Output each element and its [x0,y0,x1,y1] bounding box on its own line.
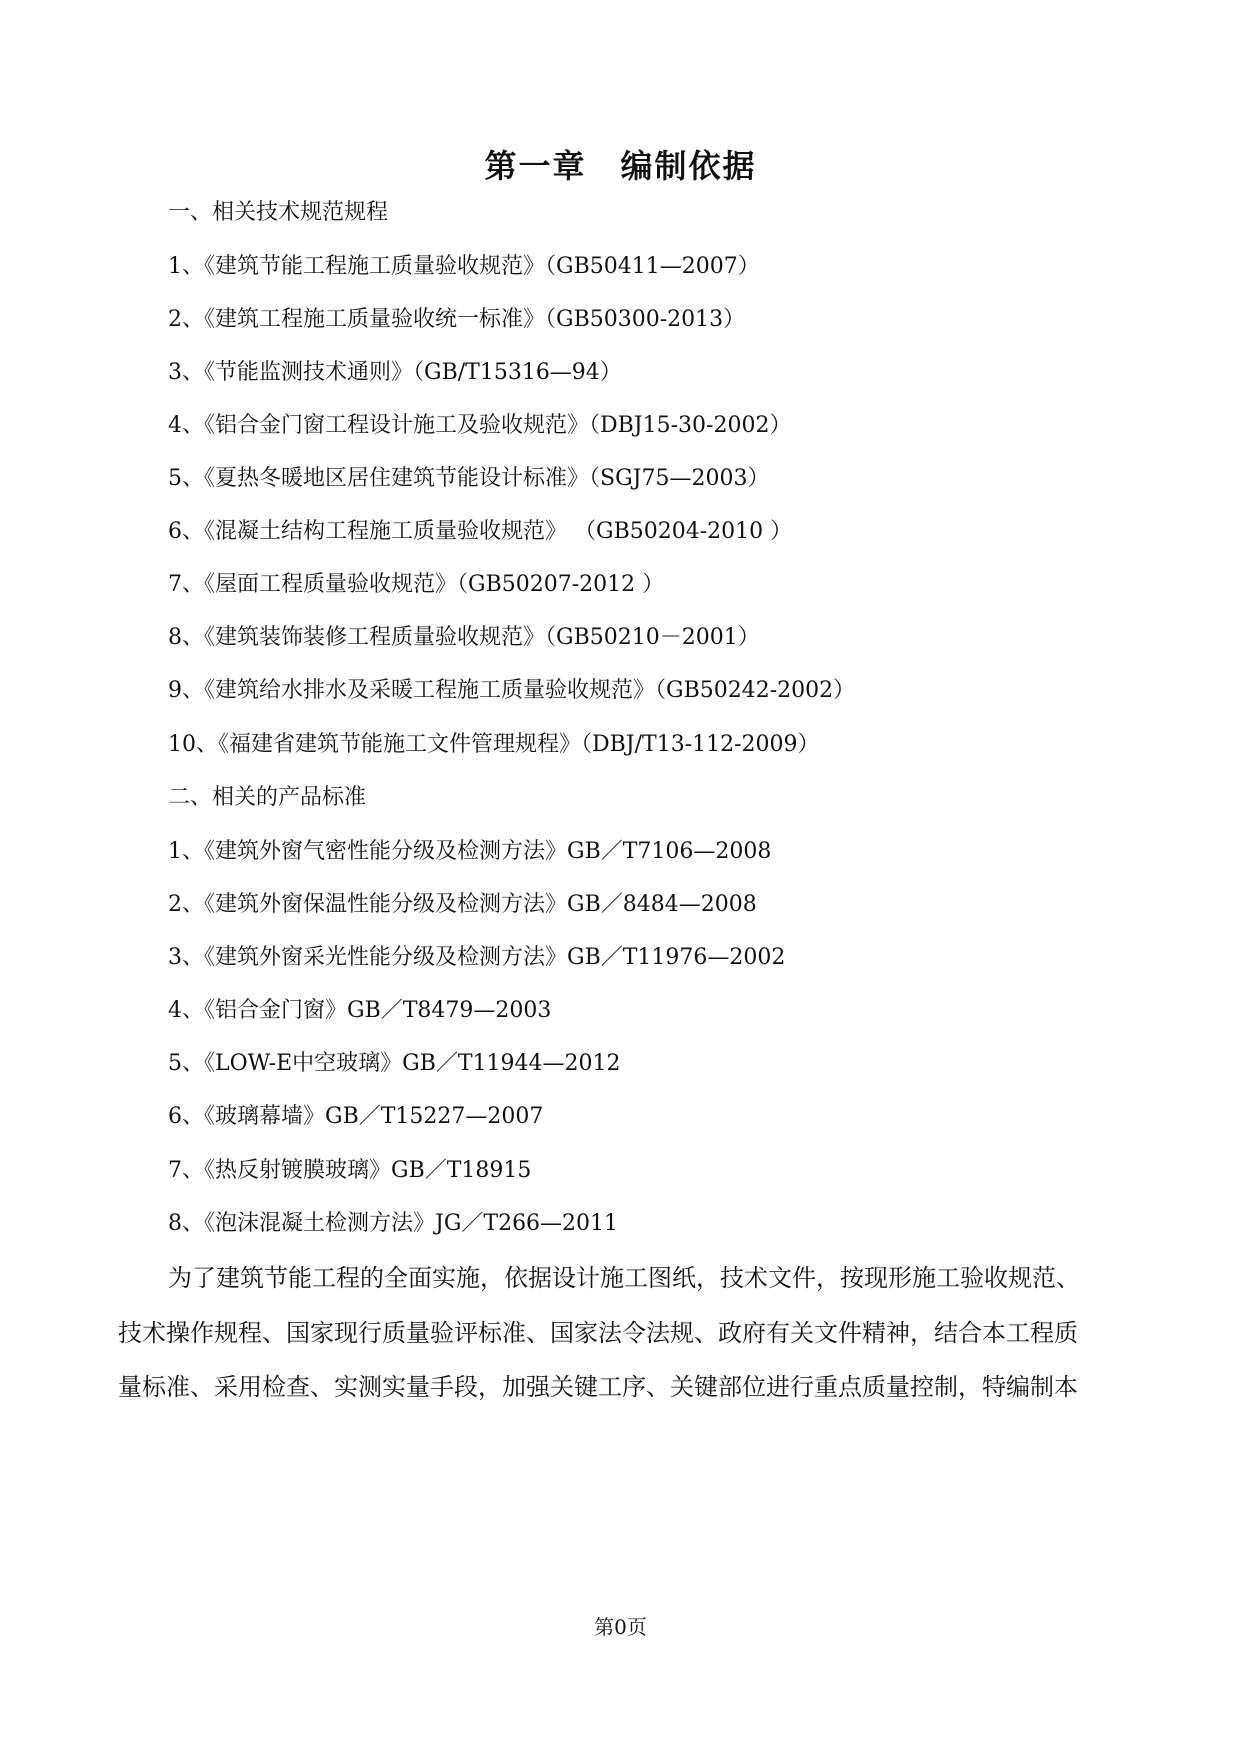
chapter-title: 第一章 编制依据 [484,147,757,185]
list-item: 9、《建筑给水排水及采暖工程施工质量验收规范》（GB50242-2002） [168,678,856,703]
list-item: 3、《建筑外窗采光性能分级及检测方法》GB／T11976—2002 [168,945,786,970]
list-item: 2、《建筑工程施工质量验收统一标准》（GB50300-2013） [168,307,746,332]
list-item: 4、《铝合金门窗工程设计施工及验收规范》（DBJ15-30-2002） [168,413,792,438]
list-item: 1、《建筑外窗气密性能分级及检测方法》GB／T7106—2008 [168,839,772,864]
list-item: 3、《节能监测技术通则》（GB/T15316—94） [168,360,622,385]
list-item: 4、《铝合金门窗》GB／T8479—2003 [168,998,552,1023]
list-item: 6、《混凝土结构工程施工质量验收规范》 （GB50204-2010 ） [168,519,793,544]
list-item: 8、《泡沫混凝土检测方法》JG／T266—2011 [168,1211,619,1236]
body-paragraph-line: 量标准、采用检查、实测实量手段，加强关键工序、关键部位进行重点质量控制，特编制本 [118,1373,1078,1401]
list-item: 1、《建筑节能工程施工质量验收规范》（GB50411—2007） [168,254,760,279]
list-item: 10、《福建省建筑节能施工文件管理规程》（DBJ/T13-112-2009） [168,732,820,757]
list-item: 7、《热反射镀膜玻璃》GB／T18915 [168,1158,532,1183]
list-item: 6、《玻璃幕墙》GB／T15227—2007 [168,1104,544,1129]
list-item: 5、《夏热冬暖地区居住建筑节能设计标准》（SGJ75—2003） [168,466,770,491]
list-item: 2、《建筑外窗保温性能分级及检测方法》GB／8484—2008 [168,892,757,917]
section-heading: 二、相关的产品标准 [168,785,367,810]
body-paragraph-line: 技术操作规程、国家现行质量验评标准、国家法令法规、政府有关文件精神，结合本工程质 [118,1319,1078,1347]
list-item: 8、《建筑装饰装修工程质量验收规范》（GB50210－2001） [168,625,760,650]
page-number: 第0页 [594,1615,647,1639]
body-paragraph-line: 为了建筑节能工程的全面实施，依据设计施工图纸，技术文件，按现形施工验收规范、 [168,1264,1080,1292]
list-item: 7、《屋面工程质量验收规范》（GB50207-2012 ） [168,572,665,597]
section-heading: 一、相关技术规范规程 [168,200,389,225]
list-item: 5、《LOW-E中空玻璃》GB／T11944—2012 [168,1051,621,1076]
